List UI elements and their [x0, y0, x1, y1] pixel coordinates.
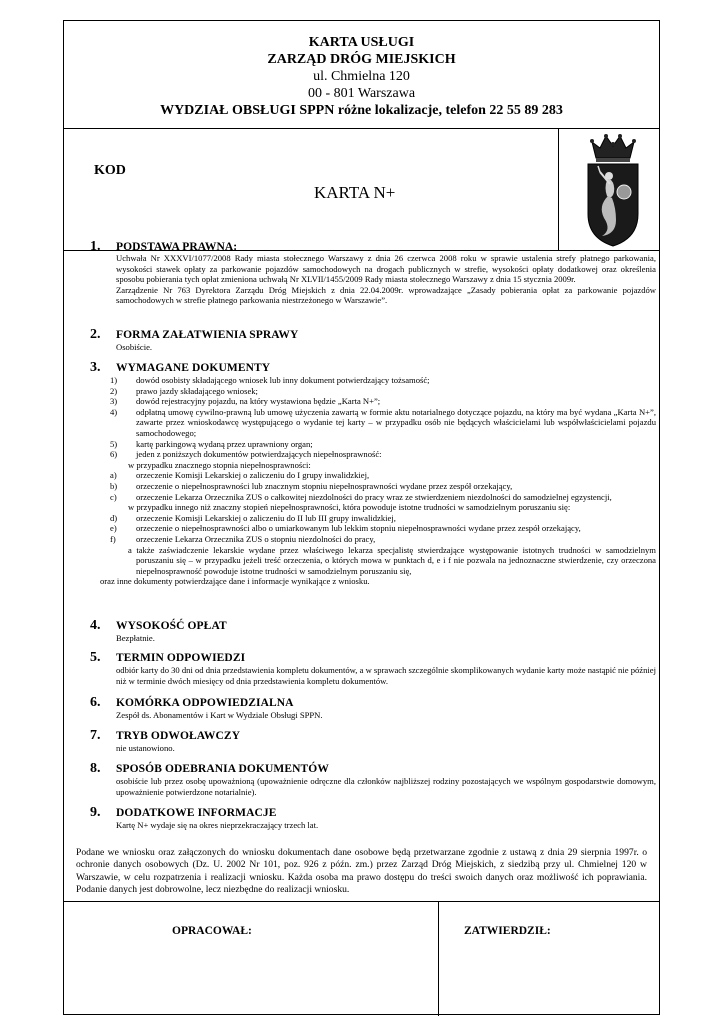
list-item [110, 396, 656, 407]
list-item [110, 375, 656, 386]
list-number: c) [110, 491, 117, 502]
list-number: a) [110, 470, 117, 481]
list-number: 2) [110, 385, 118, 396]
medical-certificate-note: a także zaświadczenie lekarskie wydane przez właściwego lekarza specjalistę stwierdzające występowanie istotnych trudności w samodzielnym poruszaniu się – w przypadku jeżeli treść orzeczenia, o których mowa w punktach d, e i f nie pozwala na jednoznaczne stwierdzenie, czy orzeczona niepełnosprawność powoduje istotne trudności w samodzielnym poruszaniu się, [128, 544, 656, 576]
section-body: nie ustanowiono. [116, 743, 175, 753]
sub-list-item [110, 523, 656, 534]
header-title: KARTA USŁUGI [308, 35, 415, 50]
list-text: orzeczenie o niepełnosprawności lub znacznym stopniu niepełnosprawności wydane przez zespół orzekający, [136, 480, 513, 491]
section-number: 9. [90, 805, 101, 820]
section-number: 1. [90, 239, 101, 254]
section-body [116, 253, 656, 306]
section-title: WYMAGANE DOKUMENTY [116, 362, 271, 374]
list-text: jeden z poniższych dokumentów potwierdzających niepełnosprawność: [136, 449, 382, 460]
sub-list-item [110, 481, 656, 492]
section-number: 6. [90, 695, 101, 710]
approved-by-label: ZATWIERDZIŁ: [464, 925, 551, 937]
list-text: dowód osobisty składającego wniosek lub inny dokument potwierdzający tożsamość; [136, 375, 430, 385]
privacy-notice: Podane we wniosku oraz załączonych do wniosku dokumentach dane osobowe będą przetwarzane zgodnie z ustawą z dnia 29 sierpnia 1997r. o ochronie danych osobowych (Dz. U. 2002 Nr 101, poz. 926 z późn. zm.) przez Zarząd Dróg Miejskich, z siedzibą przy ul. Chmielnej 120 w Warszawie, w celu rozpatrzenia i realizacji wniosku. Każda osoba ma prawo dostępu do treści swoich danych oraz możliwość ich poprawiania. Podanie danych jest dobrowolne, lecz niezbędne do realizacji wniosku. [76, 847, 647, 895]
prepared-by-label: OPRACOWAŁ: [172, 925, 252, 937]
section-body: Osobiście. [116, 342, 153, 352]
list-number: 4) [110, 406, 118, 417]
section-number: 8. [90, 761, 101, 776]
sub-list-item [110, 470, 656, 481]
list-number: b) [110, 480, 118, 491]
section-number: 7. [90, 728, 101, 743]
list-text: orzeczenie Lekarza Orzecznika ZUS o stopniu niezdolności do pracy, [136, 533, 376, 544]
header-institution: ZARZĄD DRÓG MIEJSKICH [267, 52, 456, 67]
sub-list-item [110, 492, 656, 503]
warsaw-coat-of-arms-icon [582, 134, 644, 248]
list-item [110, 449, 656, 460]
section-number: 3. [90, 360, 101, 375]
section-number: 5. [90, 650, 101, 665]
document-header [64, 34, 659, 119]
section-number: 4. [90, 618, 101, 633]
list-number: 1) [110, 375, 118, 385]
list-text: orzeczenie o niepełnosprawności albo o umiarkowanym lub lekkim stopniu niepełnosprawności wydane przez zespół orzekający, [136, 523, 581, 534]
section-title: TERMIN ODPOWIEDZI [116, 652, 246, 664]
list-number: f) [110, 533, 116, 544]
section-title: KOMÓRKA ODPOWIEDZIALNA [116, 697, 294, 709]
section-body: odbiór karty do 30 dni od dnia przedstawienia kompletu dokumentów, a w sprawach szczególnie skomplikowanych wydanie karty może nastąpić nie później niż w terminie dwóch miesięcy od dnia przedstawienia kompletu dokumentów. [116, 665, 656, 686]
section-title: SPOSÓB ODEBRANIA DOKUMENTÓW [116, 763, 329, 775]
divider [64, 901, 659, 902]
list-text: orzeczenie Komisji Lekarskiej o zaliczeniu do I grupy inwalidzkiej, [136, 470, 370, 481]
list-item [110, 407, 656, 439]
header-street: ul. Chmielna 120 [313, 69, 410, 84]
sub-list-item [110, 513, 656, 524]
document-frame [63, 20, 660, 1015]
list-number: d) [110, 512, 118, 523]
divider [558, 128, 559, 250]
list-item [110, 439, 656, 450]
other-documents-note: oraz inne dokumenty potwierdzające dane i informacje wynikające z wniosku. [100, 576, 370, 587]
list-text: orzeczenie Komisji Lekarskiej o zaliczeniu do II lub III grupy inwalidzkiej, [136, 512, 396, 523]
section-body: osobiście lub przez osobę upoważnioną (upoważnienie odręczne dla członków najbliższej rodziny pozostających we wspólnym gospodarstwie domowym, upoważnienie potwierdzone notarialnie). [116, 776, 656, 797]
section-body [100, 375, 656, 587]
list-number: 3) [110, 396, 118, 407]
list-number: 5) [110, 438, 118, 449]
legal-basis-text: Zarządzenie Nr 763 Dyrektora Zarządu Dróg Miejskich z dnia 22.04.2009r. wprowadzające „Zasady pobierania opłat za parkowanie pojazdów samochodowych w strefie płatnego parkowania niestrzeżonego w Warszawie”. [116, 284, 656, 306]
list-number: 6) [110, 449, 118, 460]
card-title: KARTA N+ [314, 183, 396, 202]
section-number: 2. [90, 327, 101, 342]
section-title: PODSTAWA PRAWNA: [116, 241, 238, 253]
section-body: Zespół ds. Abonamentów i Kart w Wydziale Obsługi SPPN. [116, 710, 323, 720]
list-text: orzeczenie Lekarza Orzecznika ZUS o całkowitej niezdolności do pracy wraz ze stwierdzeniem niezdolności do samodzielnej egzystencji, [136, 491, 612, 502]
section-title: DODATKOWE INFORMACJE [116, 807, 277, 819]
list-number: e) [110, 523, 117, 534]
case-heading: w przypadku znacznego stopnia niepełnosprawności: [128, 459, 311, 470]
sub-list-item [110, 534, 656, 545]
header-city: 00 - 801 Warszawa [307, 86, 416, 101]
kod-label: KOD [94, 163, 126, 178]
legal-basis-text: Uchwała Nr XXXVI/1077/2008 Rady miasta stołecznego Warszawy z dnia 26 czerwca 2008 roku w sprawie ustalenia strefy płatnego parkowania, wysokości stawek opłaty za parkowanie pojazdów samochodowych na drogach publicznych w strefie, wysokości opłaty dodatkowej oraz określenia sposobu pobierania tych opłat zmieniona uchwałą Nr XLVII/1455/2009 Rady miasta stołecznego Warszawy z dnia 15 stycznia 2009r. [116, 253, 656, 285]
list-text: prawo jazdy składającego wniosek; [136, 385, 258, 396]
list-text: dowód rejestracyjny pojazdu, na który wystawiona będzie „Karta N+”; [136, 396, 381, 407]
section-body: Kartę N+ wydaje się na okres nieprzekraczający trzech lat. [116, 820, 319, 830]
section-body: Bezpłatnie. [116, 633, 155, 643]
header-department: WYDZIAŁ OBSŁUGI SPPN różne lokalizacje, telefon 22 55 89 283 [160, 103, 563, 118]
divider [438, 901, 439, 1016]
list-item [110, 386, 656, 397]
list-text: odpłatną umowę cywilno-prawną lub umowę użyczenia zawartą w formie aktu notarialnego dotyczące pojazdu, na który ma być wydana „Karta N+”, zawarte przez wnioskodawcę występującego o wydanie tej karty – w przypadku osób nie będących właścicielami lub współwłaścicielami pojazdu samochodowego; [136, 406, 656, 438]
section-title: WYSOKOŚĆ OPŁAT [116, 620, 227, 632]
section-title: TRYB ODWOŁAWCZY [116, 730, 241, 742]
list-text: kartę parkingową wydaną przez uprawniony organ; [136, 438, 313, 449]
divider [64, 128, 659, 129]
section-title: FORMA ZAŁATWIENIA SPRAWY [116, 329, 299, 341]
case-heading: w przypadku innego niż znaczny stopień niepełnosprawności, która powoduje istotne trudności w samodzielnym poruszaniu się: [128, 502, 571, 513]
